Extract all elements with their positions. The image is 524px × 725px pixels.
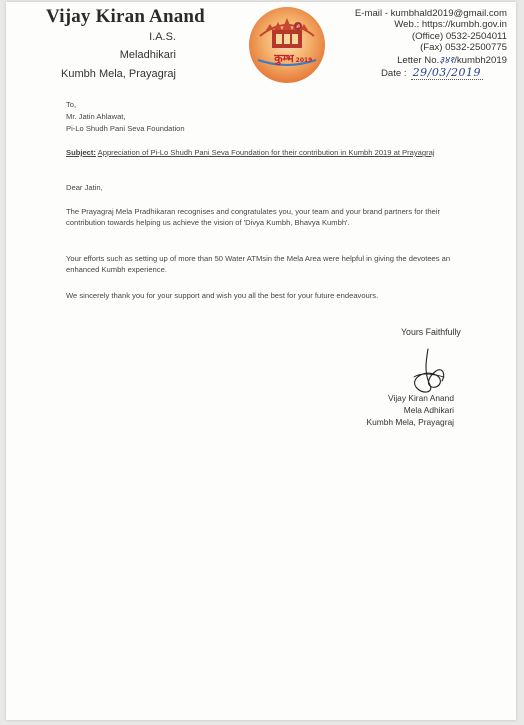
subject-line — [66, 147, 470, 158]
recipient-name: Mr. Jatin Ahlawat, — [66, 112, 126, 121]
recipient-to: To, — [66, 100, 77, 109]
seal-text: कुम्भ — [274, 52, 294, 65]
recipient-organization: Pi-Lo Shudh Pani Seva Foundation — [66, 124, 185, 133]
body-paragraph-3: We sincerely thank you for your support and wish you all the best for your future endeavours. — [66, 291, 379, 300]
svg-text:ॐ: ॐ — [295, 25, 301, 30]
kumbh-logo-seal — [248, 6, 326, 84]
letter-number — [397, 53, 507, 66]
sender-name: Vijay Kiran Anand — [46, 6, 205, 27]
body-paragraph-2: Your efforts such as setting up of more than 50 Water ATMsin the Mela Area were helpful in giving the devotees an enhanced Kumbh experience. — [66, 254, 451, 274]
greeting: Dear Jatin, — [66, 183, 103, 192]
contact-office-phone: (Office) 0532-2504011 — [411, 31, 507, 42]
subject-label: Subject: — [66, 148, 96, 157]
handwritten-signature — [406, 347, 452, 397]
body-paragraph-1: The Prayagraj Mela Pradhikaran recognises and congratulates you, your team and your brand partners for their contribution towards helping us achieve the vision of 'Divya Kumbh, Bhavya Kumbh'. — [66, 207, 440, 227]
date-value-handwritten: 29/03/2019 — [412, 66, 482, 79]
signatory-name: Vijay Kiran Anand — [388, 393, 454, 403]
sender-qualification: I.A.S. — [149, 31, 176, 43]
contact-fax: (Fax) 0532-2500775 — [420, 42, 507, 53]
letter-number-handwritten: ३४१ — [439, 55, 455, 66]
sender-designation: Meladhikari — [119, 49, 176, 61]
sender-location: Kumbh Mela, Prayagraj — [61, 68, 176, 80]
letter-number-label: Letter No. — [397, 55, 440, 66]
seal-year: 2019 — [295, 57, 313, 64]
letter-page — [6, 2, 516, 720]
contact-website: Web.: https://kumbh.gov.in — [394, 19, 507, 30]
letter-number-suffix: /kumbh2019 — [454, 55, 507, 66]
signatory-location: Kumbh Mela, Prayagraj — [366, 417, 454, 427]
signatory-designation: Mela Adhikari — [403, 405, 454, 415]
closing-sign-off: Yours Faithfully — [401, 327, 461, 337]
letter-date — [381, 66, 483, 80]
subject-text: Appreciation of Pi-Lo Shudh Pani Seva Foundation for their contribution in Kumbh 2019 at Prayagraj — [97, 148, 435, 157]
date-label: Date : — [381, 68, 407, 79]
contact-email: E-mail - kumbhald2019@gmail.com — [354, 8, 507, 19]
